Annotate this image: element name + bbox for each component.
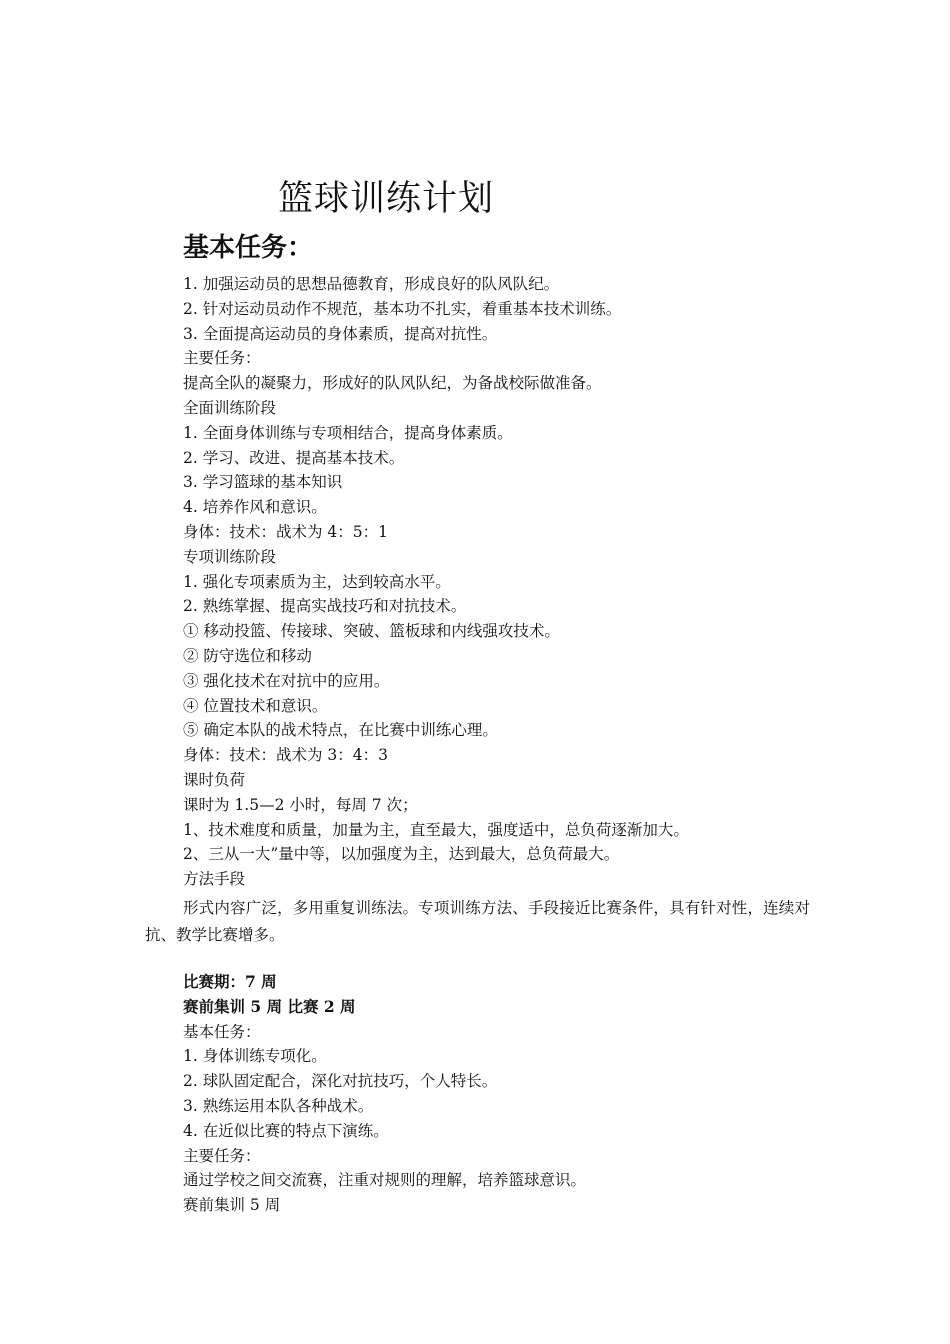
text-line: 1. 强化专项素质为主，达到较高水平。 [183,572,451,591]
text-line: 4. 在近似比赛的特点下演练。 [183,1121,389,1140]
text-line: 1. 身体训练专项化。 [183,1047,327,1066]
text-line: ① 移动投篮、传接球、突破、篮板球和内线强攻技术。 [183,622,560,641]
section-heading-basic-tasks: 基本任务： [183,233,314,263]
text-line: 赛前集训 5 周 [183,1196,281,1215]
body-text-block [183,272,823,892]
text-line: 课时为 1.5—2 小时，每周 7 次； [183,795,418,814]
text-line: 全面训练阶段 [183,398,277,417]
text-line: 2. 针对运动员动作不规范，基本功不扎实，着重基本技术训练。 [183,299,622,318]
competition-period-subtitle: 赛前集训 5 周 比赛 2 周 [183,996,356,1016]
text-line: 3. 熟练运用本队各种战术。 [183,1096,374,1115]
text-line: 1. 加强运动员的思想品德教育，形成良好的队风队纪。 [183,275,560,293]
text-line: 课时负荷 [183,770,246,789]
text-line: ④ 位置技术和意识。 [183,696,328,715]
text-line: ⑤ 确定本队的战术特点，在比赛中训练心理。 [183,721,498,740]
text-line: 基本任务： [183,1022,261,1041]
text-line: 2. 学习、改进、提高基本技术。 [183,448,405,467]
text-line: 方法手段 [183,870,246,889]
text-line: 主要任务： [183,1146,261,1165]
text-line: 3. 学习篮球的基本知识 [183,473,343,492]
text-line: 通过学校之间交流赛，注重对规则的理解，培养篮球意识。 [183,1171,587,1190]
text-line: 身体：技术：战术为 3：4：3 [183,746,389,765]
text-line: 1. 全面身体训练与专项相结合，提高身体素质。 [183,423,513,442]
text-line: 身体：技术：战术为 4：5：1 [183,522,389,541]
text-line: 4. 培养作风和意识。 [183,498,327,517]
text-line: ② 防守选位和移动 [183,646,312,665]
text-line: 2. 熟练掌握、提高实战技巧和对抗技术。 [183,597,467,616]
text-line: 2. 球队固定配合，深化对抗技巧，个人特长。 [183,1072,498,1091]
text-line: 2、三从一大”量中等，以加强度为主，达到最大，总负荷最大。 [183,845,620,864]
text-line: ③ 强化技术在对抗中的应用。 [183,671,390,690]
methods-paragraph: 形式内容广泛，多用重复训练法。专项训练方法、手段接近比赛条件，具有针对性，连续对抗、教学比赛增多。 [145,899,810,944]
text-line: 主要任务： [183,349,261,368]
text-line: 专项训练阶段 [183,547,277,566]
text-line: 1、技术难度和质量，加量为主，直至最大，强度适中，总负荷逐渐加大。 [183,820,689,839]
text-line: 提高全队的凝聚力，形成好的队风队纪，为备战校际做准备。 [183,374,602,393]
document-title: 篮球训练计划 [278,179,495,219]
text-line: 3. 全面提高运动员的身体素质，提高对抗性。 [183,324,498,343]
competition-period-block [183,970,823,1218]
competition-period-title: 比赛期：7 周 [183,972,277,991]
